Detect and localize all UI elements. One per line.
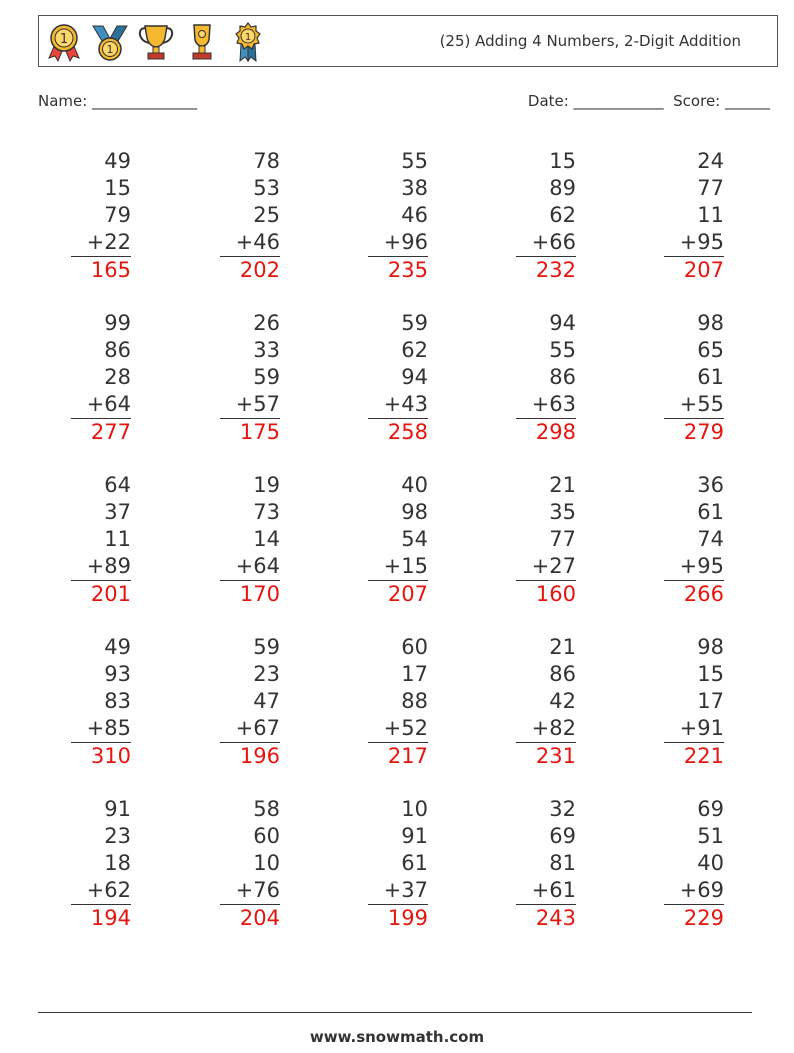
addend: 60	[401, 635, 428, 659]
last-addend: +46	[220, 229, 280, 257]
addend: 69	[697, 797, 724, 821]
addend: 32	[549, 797, 576, 821]
addend: 60	[253, 824, 280, 848]
svg-text:1: 1	[244, 32, 252, 43]
problem-10	[664, 310, 724, 446]
answer: 207	[683, 258, 724, 282]
last-addend: +67	[220, 715, 280, 743]
last-addend: +62	[71, 877, 131, 905]
last-addend: +95	[664, 229, 724, 257]
answer: 243	[535, 906, 576, 930]
addend: 15	[697, 662, 724, 686]
answer: 279	[683, 420, 724, 444]
addend: 99	[104, 311, 131, 335]
addend: 77	[549, 527, 576, 551]
problem-23	[368, 796, 428, 932]
answer: 160	[535, 582, 576, 606]
addend: 23	[104, 824, 131, 848]
problem-12	[220, 472, 280, 608]
last-addend: +64	[220, 553, 280, 581]
last-addend: +64	[71, 391, 131, 419]
answer: 175	[239, 420, 280, 444]
problem-13	[368, 472, 428, 608]
addend: 55	[401, 149, 428, 173]
problem-3	[368, 148, 428, 284]
footer-website: www.snowmath.com	[309, 1028, 485, 1046]
addend: 61	[697, 365, 724, 389]
problem-11	[71, 472, 131, 608]
answer: 217	[387, 744, 428, 768]
addend: 58	[253, 797, 280, 821]
last-addend: +96	[368, 229, 428, 257]
addend: 59	[253, 365, 280, 389]
addend: 10	[253, 851, 280, 875]
last-addend: +85	[71, 715, 131, 743]
problem-25	[664, 796, 724, 932]
problem-15	[664, 472, 724, 608]
last-addend: +52	[368, 715, 428, 743]
answer: 196	[239, 744, 280, 768]
last-addend: +76	[220, 877, 280, 905]
problem-20	[664, 634, 724, 770]
footer-divider	[38, 1012, 752, 1013]
name-field[interactable]: Name: ______________	[38, 92, 198, 110]
addend: 81	[549, 851, 576, 875]
problem-19	[516, 634, 576, 770]
answer: 194	[90, 906, 131, 930]
addend: 83	[104, 689, 131, 713]
addend: 89	[549, 176, 576, 200]
addend: 53	[253, 176, 280, 200]
addend: 10	[401, 797, 428, 821]
addend: 74	[697, 527, 724, 551]
addend: 24	[697, 149, 724, 173]
addend: 93	[104, 662, 131, 686]
answer: 266	[683, 582, 724, 606]
addend: 86	[104, 338, 131, 362]
addend: 23	[253, 662, 280, 686]
addend: 55	[549, 338, 576, 362]
answer: 232	[535, 258, 576, 282]
addend: 46	[401, 203, 428, 227]
answer: 199	[387, 906, 428, 930]
addend: 17	[697, 689, 724, 713]
addend: 79	[104, 203, 131, 227]
addend: 62	[549, 203, 576, 227]
problem-22	[220, 796, 280, 932]
svg-text:1: 1	[106, 43, 114, 56]
addend: 17	[401, 662, 428, 686]
addend: 91	[104, 797, 131, 821]
addend: 15	[549, 149, 576, 173]
worksheet-title: (25) Adding 4 Numbers, 2-Digit Addition	[439, 32, 741, 50]
problem-18	[368, 634, 428, 770]
problem-6	[71, 310, 131, 446]
answer: 258	[387, 420, 428, 444]
addend: 28	[104, 365, 131, 389]
addend: 69	[549, 824, 576, 848]
addend: 91	[401, 824, 428, 848]
addend: 40	[697, 851, 724, 875]
addend: 77	[697, 176, 724, 200]
addend: 19	[253, 473, 280, 497]
addend: 49	[104, 149, 131, 173]
addend: 86	[549, 662, 576, 686]
addend: 21	[549, 473, 576, 497]
addend: 94	[401, 365, 428, 389]
problem-5	[664, 148, 724, 284]
addend: 37	[104, 500, 131, 524]
problem-17	[220, 634, 280, 770]
addend: 54	[401, 527, 428, 551]
answer: 231	[535, 744, 576, 768]
problem-7	[220, 310, 280, 446]
addend: 14	[253, 527, 280, 551]
answer: 201	[90, 582, 131, 606]
problem-21	[71, 796, 131, 932]
last-addend: +63	[516, 391, 576, 419]
last-addend: +27	[516, 553, 576, 581]
addend: 26	[253, 311, 280, 335]
addend: 42	[549, 689, 576, 713]
problem-8	[368, 310, 428, 446]
answer: 221	[683, 744, 724, 768]
addend: 65	[697, 338, 724, 362]
problem-24	[516, 796, 576, 932]
problem-4	[516, 148, 576, 284]
addend: 61	[401, 851, 428, 875]
problem-9	[516, 310, 576, 446]
answer: 165	[90, 258, 131, 282]
addend: 38	[401, 176, 428, 200]
addend: 98	[401, 500, 428, 524]
last-addend: +66	[516, 229, 576, 257]
addend: 78	[253, 149, 280, 173]
answer: 310	[90, 744, 131, 768]
problem-2	[220, 148, 280, 284]
addend: 98	[697, 635, 724, 659]
addend: 40	[401, 473, 428, 497]
svg-text:1: 1	[59, 32, 69, 47]
addend: 73	[253, 500, 280, 524]
problem-14	[516, 472, 576, 608]
score-field[interactable]: Score: ______	[673, 92, 770, 110]
answer: 298	[535, 420, 576, 444]
addend: 64	[104, 473, 131, 497]
last-addend: +61	[516, 877, 576, 905]
addend: 59	[401, 311, 428, 335]
addend: 18	[104, 851, 131, 875]
date-field[interactable]: Date: ____________	[527, 92, 664, 110]
last-addend: +22	[71, 229, 131, 257]
addend: 86	[549, 365, 576, 389]
answer: 202	[239, 258, 280, 282]
addend: 94	[549, 311, 576, 335]
last-addend: +82	[516, 715, 576, 743]
addend: 62	[401, 338, 428, 362]
last-addend: +69	[664, 877, 724, 905]
addend: 61	[697, 500, 724, 524]
addend: 51	[697, 824, 724, 848]
answer: 207	[387, 582, 428, 606]
problem-1	[71, 148, 131, 284]
last-addend: +95	[664, 553, 724, 581]
answer: 170	[239, 582, 280, 606]
addend: 88	[401, 689, 428, 713]
answer: 229	[683, 906, 724, 930]
addend: 47	[253, 689, 280, 713]
last-addend: +37	[368, 877, 428, 905]
addend: 11	[697, 203, 724, 227]
addend: 25	[253, 203, 280, 227]
last-addend: +55	[664, 391, 724, 419]
addend: 33	[253, 338, 280, 362]
addend: 35	[549, 500, 576, 524]
addend: 11	[104, 527, 131, 551]
last-addend: +43	[368, 391, 428, 419]
addend: 15	[104, 176, 131, 200]
addend: 21	[549, 635, 576, 659]
last-addend: +89	[71, 553, 131, 581]
addend: 36	[697, 473, 724, 497]
last-addend: +15	[368, 553, 428, 581]
addend: 98	[697, 311, 724, 335]
answer: 235	[387, 258, 428, 282]
addend: 59	[253, 635, 280, 659]
last-addend: +91	[664, 715, 724, 743]
answer: 204	[239, 906, 280, 930]
last-addend: +57	[220, 391, 280, 419]
answer: 277	[90, 420, 131, 444]
problem-16	[71, 634, 131, 770]
addend: 49	[104, 635, 131, 659]
